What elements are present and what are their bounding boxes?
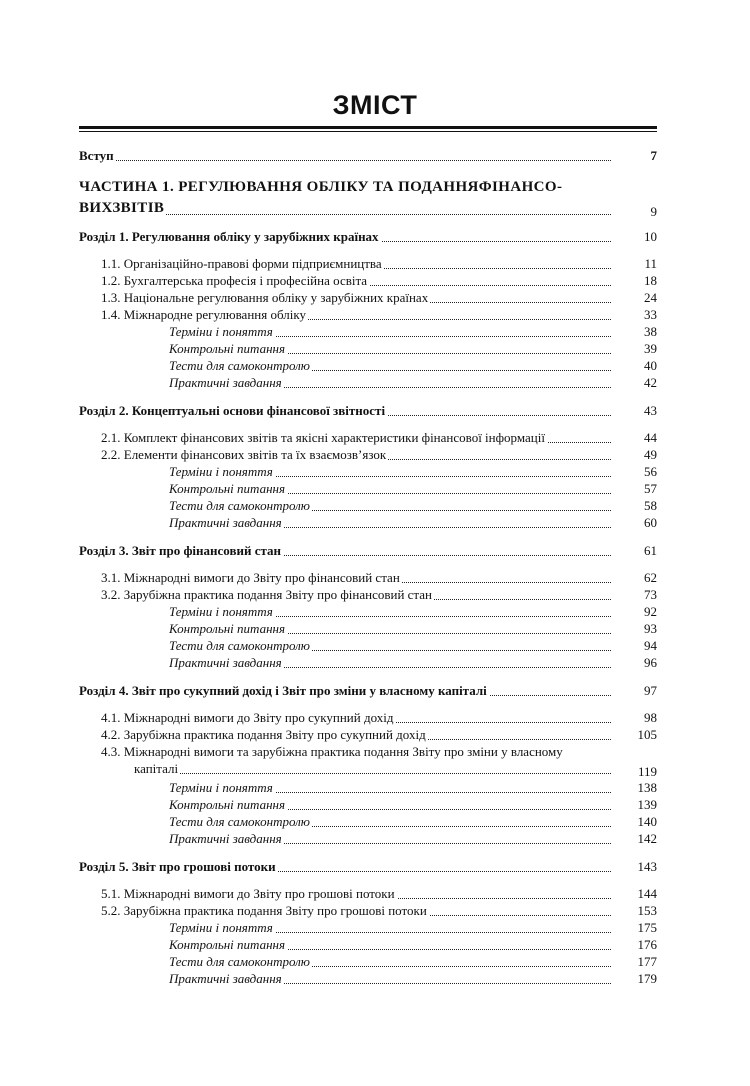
toc-entry-5-tests[interactable]: Тести для самоконтролю 177 (169, 954, 657, 969)
toc-entry-5-1[interactable]: 5.1. Міжнародні вимоги до Звіту про грошові потоки 144 (101, 886, 657, 901)
page-number: 105 (637, 727, 657, 742)
toc-entry-part1-line1[interactable]: ЧАСТИНА 1. РЕГУЛЮВАННЯ ОБЛІКУ ТА ПОДАННЯФІНАНСО- (79, 179, 563, 195)
toc-entry-2-1[interactable]: 2.1. Комплект фінансових звітів та якісні характеристики фінансової інформації 44 (101, 430, 657, 445)
title-rule-thin (79, 131, 657, 132)
page-number: 97 (644, 683, 657, 698)
toc-entry-4-tests[interactable]: Тести для самоконтролю 140 (169, 814, 657, 829)
toc-entry-4-3[interactable]: капіталі 119 (134, 761, 657, 779)
toc-entry-4-1[interactable]: 4.1. Міжнародні вимоги до Звіту про сукупний дохід 98 (101, 710, 657, 725)
page-number: 142 (637, 831, 657, 846)
toc-entry-4-2[interactable]: 4.2. Зарубіжна практика подання Звіту про сукупний дохід 105 (101, 727, 657, 742)
toc-entry-1-1[interactable]: 1.1. Організаційно-правові форми підприємництва 11 (101, 256, 657, 271)
toc-entry-1-tasks[interactable]: Практичні завдання 42 (169, 375, 657, 390)
page-number: 177 (637, 954, 657, 969)
page-number: 61 (644, 543, 657, 558)
page-number: 7 (650, 148, 657, 163)
toc-entry-section-2[interactable]: Розділ 2. Концептуальні основи фінансової звітності 43 (79, 403, 657, 418)
page-number: 139 (637, 797, 657, 812)
toc-entry-4-3-line1[interactable]: 4.3. Міжнародні вимоги та зарубіжна практика подання Звіту про зміни у власному (101, 744, 563, 759)
page-number: 93 (644, 621, 657, 636)
toc-entry-3-2[interactable]: 3.2. Зарубіжна практика подання Звіту про фінансовий стан 73 (101, 587, 657, 602)
page-number: 153 (637, 903, 657, 918)
page-number: 33 (644, 307, 657, 322)
page-number: 62 (644, 570, 657, 585)
toc-entry-5-terms[interactable]: Терміни і поняття 175 (169, 920, 657, 935)
toc-entry-section-5[interactable]: Розділ 5. Звіт про грошові потоки 143 (79, 859, 657, 874)
toc-entry-2-tests[interactable]: Тести для самоконтролю 58 (169, 498, 657, 513)
toc-entry-4-tasks[interactable]: Практичні завдання 142 (169, 831, 657, 846)
page-number: 58 (644, 498, 657, 513)
toc-entry-part1[interactable]: ВИХЗВІТІВ 9 (79, 198, 657, 218)
page-number: 92 (644, 604, 657, 619)
toc-entry-2-terms[interactable]: Терміни і поняття 56 (169, 464, 657, 479)
toc-entry-section-4[interactable]: Розділ 4. Звіт про сукупний дохід і Звіт про зміни у власному капіталі 97 (79, 683, 657, 698)
page-number: 49 (644, 447, 657, 462)
page-number: 140 (637, 814, 657, 829)
toc-entry-4-terms[interactable]: Терміни і поняття 138 (169, 780, 657, 795)
page-number: 11 (644, 256, 657, 271)
page-number: 42 (644, 375, 657, 390)
toc-entry-section-1[interactable]: Розділ 1. Регулювання обліку у зарубіжних країнах 10 (79, 229, 657, 244)
toc-entry-1-terms[interactable]: Терміни і поняття 38 (169, 324, 657, 339)
toc-entry-section-3[interactable]: Розділ 3. Звіт про фінансовий стан 61 (79, 543, 657, 558)
page-number: 24 (644, 290, 657, 305)
page-number: 44 (644, 430, 657, 445)
toc-entry-5-questions[interactable]: Контрольні питання 176 (169, 937, 657, 952)
toc-entry-1-2[interactable]: 1.2. Бухгалтерська професія і професійна освіта 18 (101, 273, 657, 288)
toc-entry-2-questions[interactable]: Контрольні питання 57 (169, 481, 657, 496)
toc-entry-3-tasks[interactable]: Практичні завдання 96 (169, 655, 657, 670)
page-number: 57 (644, 481, 657, 496)
page-number: 9 (650, 204, 657, 219)
toc-entry-5-tasks[interactable]: Практичні завдання 179 (169, 971, 657, 986)
title-rule-thick (79, 126, 657, 129)
toc-entry-3-terms[interactable]: Терміни і поняття 92 (169, 604, 657, 619)
toc-entry-4-questions[interactable]: Контрольні питання 139 (169, 797, 657, 812)
toc-entry-1-questions[interactable]: Контрольні питання 39 (169, 341, 657, 356)
page-number: 10 (644, 229, 657, 244)
toc-entry-1-3[interactable]: 1.3. Національне регулювання обліку у зарубіжних країнах 24 (101, 290, 657, 305)
toc-entry-1-tests[interactable]: Тести для самоконтролю 40 (169, 358, 657, 373)
toc-entry-1-4[interactable]: 1.4. Міжнародне регулювання обліку 33 (101, 307, 657, 322)
toc-entry-3-tests[interactable]: Тести для самоконтролю 94 (169, 638, 657, 653)
toc-entry-2-2[interactable]: 2.2. Елементи фінансових звітів та їх взаємозв’язок 49 (101, 447, 657, 462)
page-number: 98 (644, 710, 657, 725)
toc-entry-3-1[interactable]: 3.1. Міжнародні вимоги до Звіту про фінансовий стан 62 (101, 570, 657, 585)
page-number: 18 (644, 273, 657, 288)
toc-entry-intro[interactable]: Вступ 7 (79, 148, 657, 163)
page-number: 38 (644, 324, 657, 339)
page-number: 73 (644, 587, 657, 602)
toc-entry-3-questions[interactable]: Контрольні питання 93 (169, 621, 657, 636)
page-number: 94 (644, 638, 657, 653)
page-number: 143 (637, 859, 657, 874)
toc-entry-5-2[interactable]: 5.2. Зарубіжна практика подання Звіту про грошові потоки 153 (101, 903, 657, 918)
page-number: 56 (644, 464, 657, 479)
page-number: 119 (637, 764, 657, 779)
page-number: 176 (637, 937, 657, 952)
page-number: 39 (644, 341, 657, 356)
page-number: 179 (637, 971, 657, 986)
page-number: 60 (644, 515, 657, 530)
page-number: 96 (644, 655, 657, 670)
page-number: 40 (644, 358, 657, 373)
page-number: 144 (637, 886, 657, 901)
page-number: 43 (644, 403, 657, 418)
page-title: ЗМІСТ (332, 90, 418, 120)
toc-entry-2-tasks[interactable]: Практичні завдання 60 (169, 515, 657, 530)
page-number: 175 (637, 920, 657, 935)
page-number: 138 (637, 780, 657, 795)
